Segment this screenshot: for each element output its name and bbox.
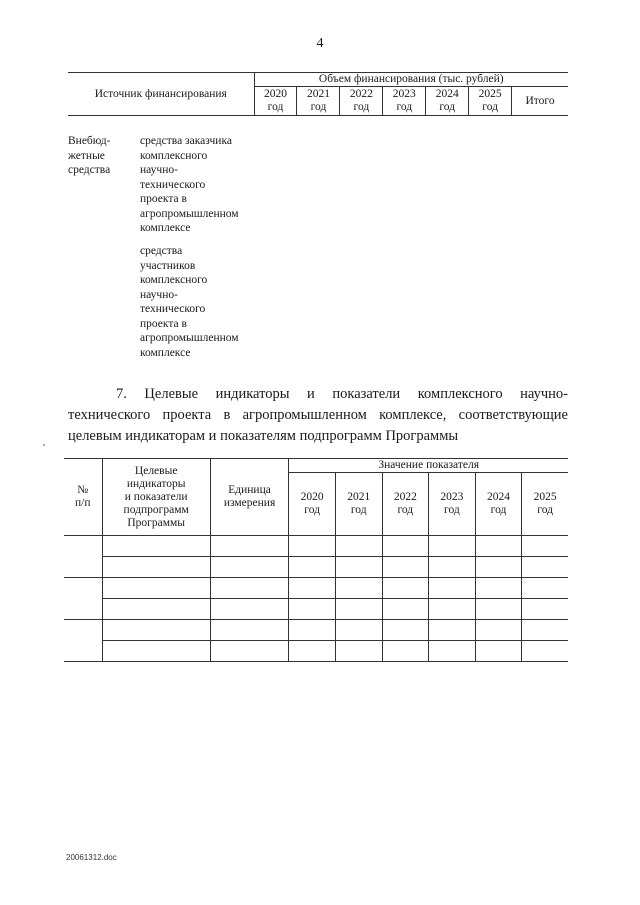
unit-header: Единица измерения bbox=[210, 459, 289, 536]
document-filename: 20061312.doc bbox=[66, 853, 117, 862]
table-cell bbox=[335, 620, 382, 641]
section-heading: 7. Целевые индикаторы и показатели комплексного научно- технического проекта в агропромышленном комплексе, соответствующие целевым индикаторам и показателям подпрограмм Программы bbox=[68, 386, 568, 444]
number-header: № п/п bbox=[64, 459, 102, 536]
indicator-year-header: 2021 год bbox=[335, 473, 382, 536]
indicator-year-header: 2024 год bbox=[475, 473, 522, 536]
table-cell bbox=[522, 557, 568, 578]
table-row bbox=[64, 536, 568, 557]
table-cell bbox=[289, 557, 336, 578]
table-cell bbox=[522, 578, 568, 599]
table-row bbox=[64, 641, 568, 662]
indicator-year-header: 2025 год bbox=[522, 473, 568, 536]
table-cell bbox=[289, 641, 336, 662]
table-cell bbox=[429, 620, 476, 641]
table-cell bbox=[64, 578, 102, 620]
table-cell bbox=[210, 641, 289, 662]
table-cell bbox=[210, 557, 289, 578]
table-cell bbox=[102, 599, 210, 620]
table-cell bbox=[382, 578, 429, 599]
funding-year-header: 2021 год bbox=[297, 87, 340, 116]
table-cell bbox=[102, 536, 210, 557]
table-cell bbox=[475, 620, 522, 641]
funding-year-header: 2023 год bbox=[383, 87, 426, 116]
table-cell bbox=[382, 620, 429, 641]
table-row bbox=[64, 578, 568, 599]
table-cell bbox=[64, 536, 102, 578]
table-cell bbox=[102, 641, 210, 662]
table-cell bbox=[429, 536, 476, 557]
funding-year-header: 2022 год bbox=[340, 87, 383, 116]
table-cell bbox=[335, 599, 382, 620]
value-header: Значение показателя bbox=[289, 459, 568, 473]
indicator-year-header: 2023 год bbox=[429, 473, 476, 536]
table-cell bbox=[522, 536, 568, 557]
margin-mark bbox=[43, 444, 45, 446]
table-cell bbox=[335, 578, 382, 599]
funding-year-header: 2020 год bbox=[254, 87, 297, 116]
table-cell bbox=[475, 641, 522, 662]
table-cell bbox=[475, 599, 522, 620]
table-cell bbox=[64, 620, 102, 662]
funding-source-item: средства участников комплексного научно- технического проекта в агропромышленном комплексе bbox=[140, 245, 239, 359]
table-cell bbox=[335, 641, 382, 662]
table-cell bbox=[210, 578, 289, 599]
funding-table bbox=[68, 72, 568, 116]
funding-source-header: Источник финансирования bbox=[68, 73, 254, 116]
table-cell bbox=[289, 620, 336, 641]
table-cell bbox=[475, 536, 522, 557]
table-cell bbox=[382, 599, 429, 620]
table-cell bbox=[102, 578, 210, 599]
table-cell bbox=[429, 599, 476, 620]
table-cell bbox=[210, 620, 289, 641]
table-cell bbox=[382, 641, 429, 662]
table-cell bbox=[102, 620, 210, 641]
table-row bbox=[64, 557, 568, 578]
table-cell bbox=[289, 599, 336, 620]
table-cell bbox=[522, 620, 568, 641]
table-cell bbox=[522, 641, 568, 662]
table-cell bbox=[102, 557, 210, 578]
table-cell bbox=[429, 641, 476, 662]
table-cell bbox=[289, 578, 336, 599]
funding-source-item: средства заказчика комплексного научно- технического проекта в агропромышленном комплексе bbox=[140, 135, 239, 234]
indicator-header: Целевые индикаторы и показатели подпрограмм Программы bbox=[102, 459, 210, 536]
indicator-year-header: 2022 год bbox=[382, 473, 429, 536]
funding-volume-header: Объем финансирования (тыс. рублей) bbox=[254, 73, 568, 87]
table-cell bbox=[475, 578, 522, 599]
funding-total-header: Итого bbox=[512, 87, 568, 116]
table-cell bbox=[335, 557, 382, 578]
funding-year-header: 2024 год bbox=[426, 87, 469, 116]
table-cell bbox=[475, 557, 522, 578]
table-cell bbox=[382, 557, 429, 578]
extrabudgetary-label: Внебюд- жетные средства bbox=[68, 135, 111, 176]
table-cell bbox=[335, 536, 382, 557]
table-row bbox=[64, 620, 568, 641]
page-number: 4 bbox=[316, 36, 324, 51]
indicators-table bbox=[64, 458, 568, 662]
table-cell bbox=[289, 536, 336, 557]
indicator-year-header: 2020 год bbox=[289, 473, 336, 536]
table-cell bbox=[382, 536, 429, 557]
funding-year-header: 2025 год bbox=[469, 87, 512, 116]
table-cell bbox=[522, 599, 568, 620]
table-row bbox=[64, 599, 568, 620]
table-cell bbox=[210, 599, 289, 620]
table-cell bbox=[429, 557, 476, 578]
table-cell bbox=[210, 536, 289, 557]
table-cell bbox=[429, 578, 476, 599]
